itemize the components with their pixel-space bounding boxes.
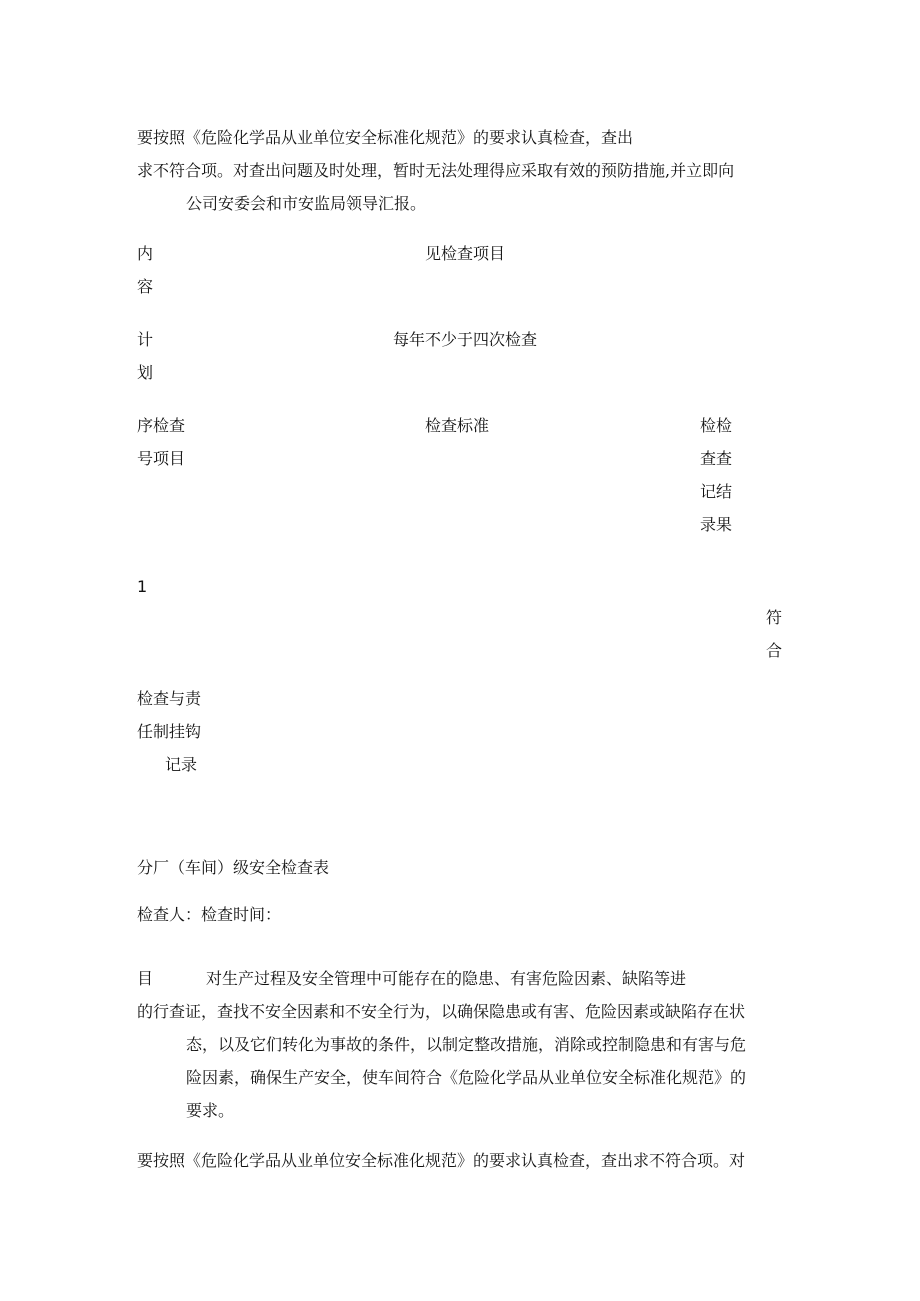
row-item-line-3: 记录 (165, 755, 198, 774)
purpose-line-4: 险因素，确保生产安全，使车间符合《危险化学品从业单位安全标准化规范》的 (186, 1068, 747, 1087)
header-record-line-1: 检检 (700, 416, 733, 435)
header-record-line-2: 查查 (700, 449, 733, 468)
requirement-line-3: 公司安委会和市安监局领导汇报。 (186, 194, 427, 213)
header-record-line-4: 录果 (700, 515, 733, 534)
row-result-line-1: 符 (766, 608, 783, 627)
requirement-line-2: 求不符合项。对查出问题及时处理，暂时无法处理得应采取有效的预防措施,并立即向 (137, 161, 735, 180)
purpose-line-3: 态，以及它们转化为事故的条件，以制定整改措施，消除或控制隐患和有害与危 (186, 1035, 747, 1054)
content-label-1: 内 (137, 244, 154, 263)
plan-value: 每年不少于四次检查 (393, 330, 538, 349)
header-seq-item-line-1: 序检查 (137, 416, 186, 435)
purpose-line-1: 对生产过程及安全管理中可能存在的隐患、有害危险因素、缺陷等进 (206, 969, 687, 988)
purpose-line-5: 要求。 (186, 1101, 235, 1120)
header-seq-item-line-2: 号项目 (137, 449, 186, 468)
header-standard: 检查标准 (425, 416, 490, 435)
requirement-line-1: 要按照《危险化学品从业单位安全标准化规范》的要求认真检查，查出 (137, 128, 634, 147)
plan-label-2: 划 (137, 363, 154, 382)
row-item-line-1: 检查与责 (137, 689, 202, 708)
inspector-line: 检查人：检查时间： (137, 905, 282, 924)
row-result-line-2: 合 (766, 641, 783, 660)
header-record-line-3: 记结 (700, 482, 733, 501)
requirement-line-final: 要按照《危险化学品从业单位安全标准化规范》的要求认真检查，查出求不符合项。对 (137, 1151, 746, 1170)
plan-label-1: 计 (137, 330, 154, 349)
purpose-line-2: 的行查证，查找不安全因素和不安全行为，以确保隐患或有害、危险因素或缺陷存在状 (137, 1002, 746, 1021)
row-item-line-2: 任制挂钩 (137, 722, 202, 741)
table-title: 分厂（车间）级安全检查表 (137, 858, 330, 877)
content-value: 见检查项目 (425, 244, 506, 263)
purpose-label: 目 (137, 969, 154, 988)
row-number: 1 (137, 577, 148, 596)
content-label-2: 容 (137, 277, 154, 296)
